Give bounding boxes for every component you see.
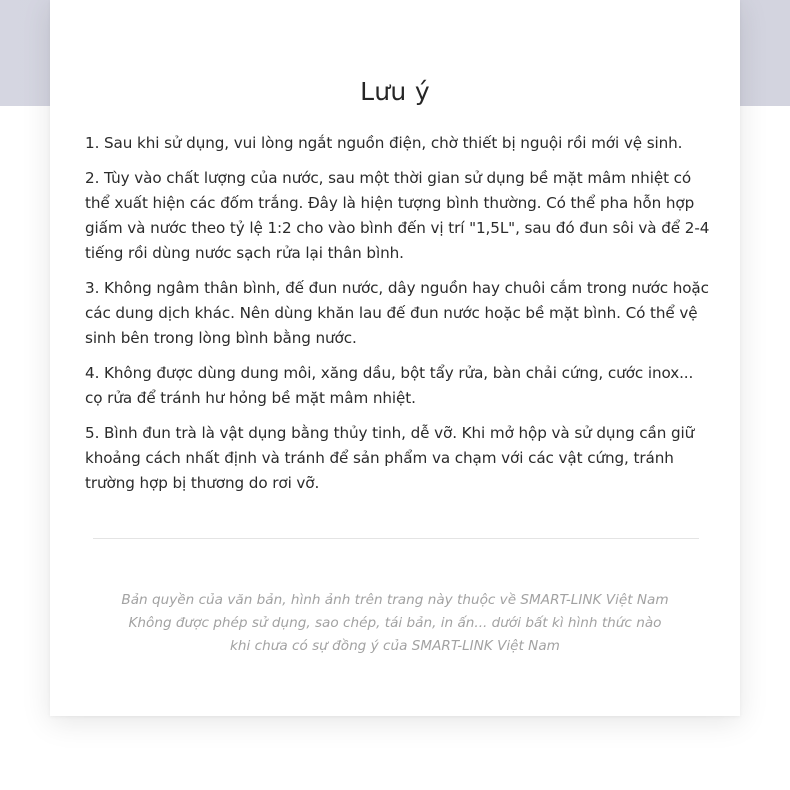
copyright-line-3: khi chưa có sự đồng ý của SMART-LINK Việt Nam	[230, 638, 560, 654]
copyright-line-1: Bản quyền của văn bản, hình ảnh trên trang này thuộc về SMART-LINK Việt Nam	[121, 592, 669, 608]
page-title: Lưu ý	[360, 77, 430, 106]
copyright-line-2: Không được phép sử dụng, sao chép, tái bản, in ấn... dưới bất kì hình thức nào	[128, 615, 662, 631]
note-item-5: 5. Bình đun trà là vật dụng bằng thủy tinh, dễ vỡ. Khi mở hộp và sử dụng cần giữ khoảng cách nhất định và tránh để sản phẩm va chạm với các vật cứng, tránh trường hợp bị thương do rơi vỡ.	[85, 424, 695, 492]
note-item-3: 3. Không ngâm thân bình, đế đun nước, dây nguồn hay chuôi cắm trong nước hoặc các dung dịch khác. Nên dùng khăn lau đế đun nước hoặc bề mặt bình. Có thể vệ sinh bên trong lòng bình bằng nước.	[85, 279, 709, 347]
note-item-1: 1. Sau khi sử dụng, vui lòng ngắt nguồn điện, chờ thiết bị nguội rồi mới vệ sinh.	[85, 134, 683, 152]
notice-card	[50, 0, 740, 716]
section-divider	[93, 538, 699, 539]
note-item-4: 4. Không được dùng dung môi, xăng dầu, bột tẩy rửa, bàn chải cứng, cước inox... cọ rửa để tránh hư hỏng bề mặt mâm nhiệt.	[85, 364, 694, 407]
note-item-2: 2. Tùy vào chất lượng của nước, sau một thời gian sử dụng bề mặt mâm nhiệt có thể xuất hiện các đốm trắng. Đây là hiện tượng bình thường. Có thể pha hỗn hợp giấm và nước theo tỷ lệ 1:2 cho vào bình đến vị trí "1,5L", sau đó đun sôi và để 2-4 tiếng rồi dùng nước sạch rửa lại thân bình.	[85, 169, 710, 262]
notes-list	[85, 131, 713, 506]
copyright-notice	[50, 589, 740, 658]
